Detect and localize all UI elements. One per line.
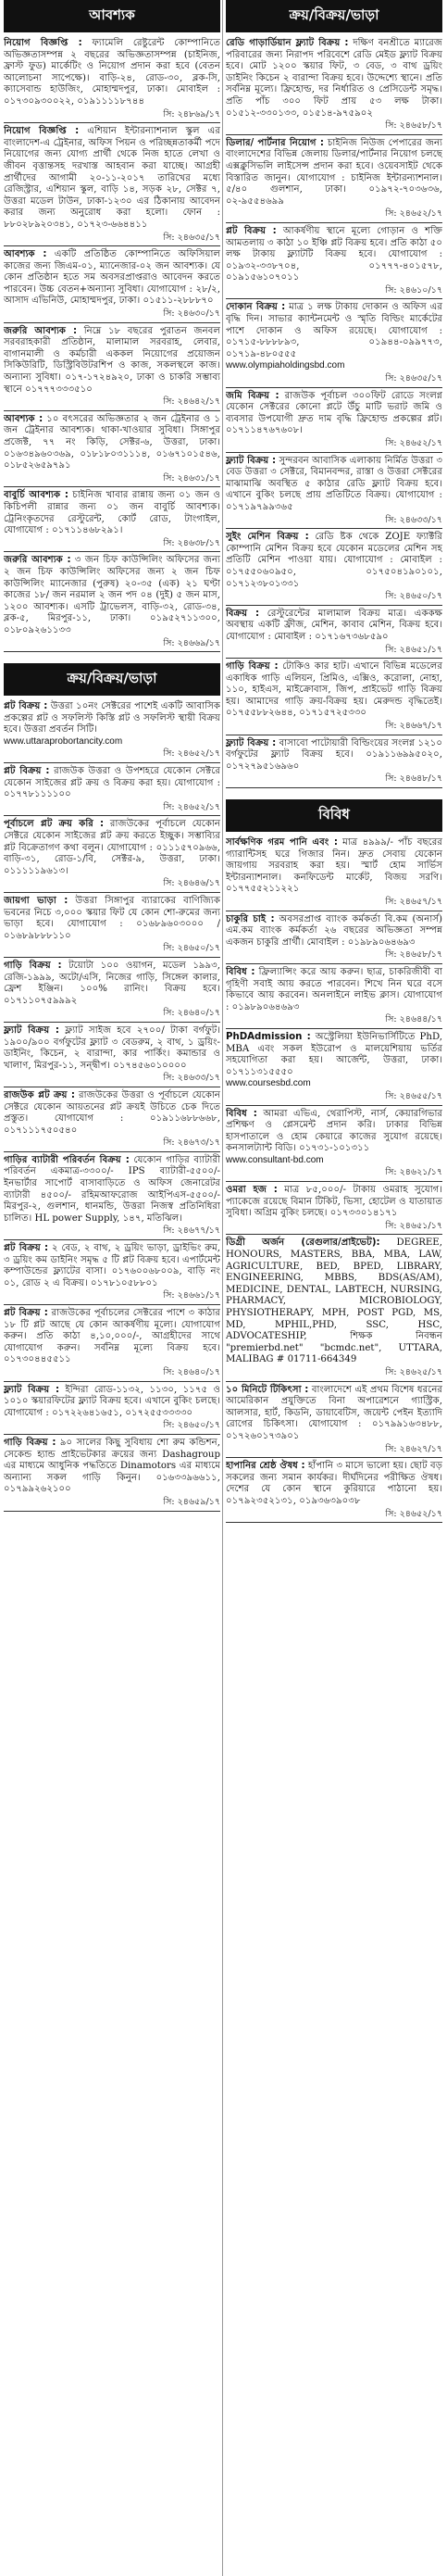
ad-reference-code: সি: ২৪৬৫৯/১৭ [4, 1497, 220, 1512]
ad-headline: ১০ মিনিটে টিকিৎসা : [226, 1384, 309, 1395]
ad-reference-code: সি: ২৪৬৫২/১৭ [4, 748, 220, 763]
ad-headline: ওমরা হজ : [226, 1185, 278, 1196]
classified-ad [4, 1243, 220, 1305]
ad-reference-code: সি: ২৪৬৫১/১৭ [226, 1221, 442, 1236]
column-divider [222, 0, 223, 2576]
ad-reference-code: সি: ২৪৬৫০/১৭ [4, 943, 220, 958]
ad-reference-code: সি: ২৪৬৬১/১৭ [4, 1290, 220, 1305]
ad-headline: ফ্ল্যাট বিক্রয় : [226, 455, 277, 466]
ad-body: অস্ট্রেলিয়া ইউনিভার্সিটিতে PhD, MBA এবং সকল ইউরোপ ও মালয়েশিয়ায় ভর্তির সহযোগিতা করা হয়। আর্জেন্ট, উত্তরা, ঢাকা। ০১৭১১৩১৫৫৫০ [226, 1031, 442, 1077]
classified-ad [226, 38, 442, 135]
ad-body: ৩ জন চিফ কাউন্সিলিং অফিসের জন্য ২ জন চিফ কাউন্সিলিং অফিসের জন্য ২ জন চিফ কাউন্সিলিং ম্যানেজার (পুরুষ) ২০-৩৫ (এক) ২১ ঘণ্টা কাজের ১৮/ জন নরমাল ২ জন পদ ০৪ (দুই) ৫ জন মাস, ১২০০ আবশ্যক। এসটি ট্রাভেলস, বাড়ি-৩২, রোড-৩৪, ব্লক-৫, মিরপুর-১১, ঢাকা। ০১৯৫২৭১১৩০০, ০১৮০৯২৬১১৩৩ [4, 555, 220, 635]
section-title-buy-sell-rent: ক্রয়/বিক্রয়/ভাড়া [4, 663, 220, 696]
ad-headline: প্লট বিক্রয় : [4, 1243, 49, 1254]
wanted-ad-list [4, 38, 220, 652]
ad-headline: আবশ্যক : [4, 249, 47, 260]
ad-headline: বিবিধ : [226, 1108, 257, 1119]
ad-reference-code: সি: ২৪৬৩৩/১৭ [4, 1073, 220, 1087]
ad-headline: গাড়ি বিক্রয় : [226, 661, 279, 672]
ad-reference-code: সি: ২৪৬৪৬/১৭ [4, 878, 220, 893]
ad-reference-code: সি: ২৪৬৩৮/১৭ [4, 538, 220, 553]
classified-ad [4, 1025, 220, 1087]
classified-ad [226, 1461, 442, 1523]
ad-headline: জরুরি আবশ্যক : [4, 555, 71, 566]
ad-reference-code: সি: ২৪৬৪৪/১৭ [226, 1014, 442, 1029]
ad-website-link[interactable]: www.consultant-bd.com [226, 1154, 324, 1165]
classified-ad [226, 138, 442, 223]
classified-ad [226, 226, 442, 300]
ad-headline: সুইং মেশিন বিক্রয় : [226, 532, 309, 543]
ad-reference-code: সি: ২৪৬৫৭/১৭ [226, 897, 442, 911]
ad-body: ১০ বৎসরের অভিজ্ঞতার ২ জন ট্রেইনার ও ১ জন ট্রেইনার আবশ্যক। থাকা-খাওয়ার সুবিধা। সিঙ্গাপুর প্রজেক্ট, ৭৭ নং কিড়ি, সেক্টর-৬, উত্তরা, ঢাকা। ০১৬৩৪৯৬০৩৬৯, ০১৮১৮০৩১১১৪, ০১৬৭১০১৫৪৬, ০১৮৫২৬৫৯৭৯১ [4, 413, 220, 471]
ad-reference-code: সি: ২৪৬৩৫/১৭ [4, 232, 220, 247]
ad-body: ফ্যামেলি রেষ্টুরেন্ট কোম্পানিতে অভিজ্ঞতাসম্পন্ন ২ বছরের অভিজ্ঞতাসম্পন্ন (চাইনিজ, ফ্রাস্ট ফুড) মার্কেটিং ও নিয়োগ প্রদান করা হবে (বেতন আলোচনা সাপেক্ষে)। বাড়ি-২৪, রোড-৩০, ব্লক-সি, ক্যাসেবান্ড হাউজিং, মোহাম্মদপুর, ঢাকা। মোবাইল : ০১৭৩০৯৩০০২২, ০১৯১১১১৮৭৪৪ [4, 38, 220, 107]
classified-ad [4, 1155, 220, 1240]
buy-sell-ad-list [4, 701, 220, 1511]
ad-body: অবসরপ্রাপ্ত ব্যাংক কর্মকর্তা বি.কম (অনার্স) এম.কম ব্যাংক কর্মকর্তা ২৬ বছরের অভিজ্ঞতা সম্পন্ন একজন চাকুরি প্রার্থী। মোবাইল : ০১৯৮৯০৬৪৬৯৩ [226, 913, 442, 948]
ad-reference-code: সি: ২৪৬৩০/১৭ [4, 308, 220, 323]
classified-ad [226, 391, 442, 453]
ad-reference-code: সি: ২৪৬৩৩/১৭ [226, 515, 442, 530]
left-column [4, 0, 220, 2576]
ad-body: রেস্টুরেন্টের মালামাল বিক্রয় মাত্র। এককক্ষ অবস্থায় একটি ফ্রীজ, মেশিন, কাবাব মেশিন, বিক্রয় হবে। যোগাযোগ : মোবাইল : ০১৭১৬৭৩৬৮৫৯০ [226, 608, 442, 642]
ad-reference-code: সি: ২৪৬২১/১৭ [226, 1167, 442, 1182]
ad-body: বাসাবো পাটোয়ারী বিল্ডিংয়ের সংলগ্ন ১২১০ বর্গফুটের ফ্ল্যাট বিক্রয় হবে। ০১৯১১৬৯৯৫০২০, ০১৭২৭৯৫১৬৯৬০ [226, 737, 442, 772]
ad-headline: জমি বিক্রয় : [226, 390, 279, 401]
ad-headline: ফ্ল্যাট বিক্রয় : [4, 1024, 59, 1036]
classified-ad [226, 967, 442, 1029]
ad-body: রাজউকের উত্তরা ও পূর্বাচলে যেকোন সেক্টরে যেকোন আয়তনের প্লট ক্রয়ই উচিতে চেক দিতে প্রস্তুত। যোগাযোগ : ০১৯১১৬৮৮৬৬৮, ০১৭১১১৭৫০৫৪০ [4, 1089, 220, 1136]
ad-body: উত্তরা সিঙ্গাপুর ব্যারাকের বাণিজ্যিক ভবনের নিচে ৩,০০০ স্কয়ার ফিট যে কোন শো-রুমের জন্য ভাড়া হবে। যোগাযোগ : ০১৬৮৯৬০৩০০০ / ০১৬৮৯৮৮৮১১০ [4, 896, 220, 941]
ad-body: রাজউক উত্তরা ও উপশহরে যেকোন সেক্টরে যেকোন সাইজের প্লট ক্রয় ও বিক্রয় করা হয়। যোগাযোগ : ০১৭৭৮১১১১০০ [4, 766, 220, 800]
ad-body: ফ্ল্যাট সাইজ হবে ২৭০০/ টাকা বর্গফুট। ১৯০০/৯০০ বর্গফুটের ফ্ল্যাট ৩ বেডরুম, ২ বাথ, ১ ড্রয়িং-ডাইনিং, কিচেন, ২ বারান্দা, কার পার্কিং। কমান্ডার ও খালাণ, মিরপুর-১১, সন্দ্বীপ। ০১৭৪৫৬০১০০০০ [4, 1024, 220, 1071]
ad-headline: গাড়ির ব্যাটারী পরিবর্তন বিক্রয় : [4, 1154, 130, 1165]
section-title-wanted: আবশ্যক [4, 0, 220, 32]
classified-ad [4, 555, 220, 652]
ad-body: চাইনিজ নিউজ পেপারের জন্য বাংলাদেশের বিভিন্ন জেলায় ডিলার/পার্টনার নিয়োগ চলছে এক্সক্লুসিভলি লাইসেন্স প্রদান করা হবে। ওয়েবসাইট থেকে বিস্তারিত জানুন। যোগাযোগ : চাইনিজ ইন্টারন্যাশনাল। ৫/৪০ গুলশান, ঢাকা। ০১৯৭২-৭০৩৬৩৬, ০২-৯৫৫৪৬৯৯ [226, 137, 442, 207]
ad-headline: প্লট বিক্রয় : [4, 1308, 48, 1318]
ad-reference-code: সি: ২৪৬৪৮/১৭ [226, 773, 442, 788]
section-title-miscellaneous: বিবিধ [226, 799, 442, 832]
ad-reference-code: সি: ২৪৬৩১/১৭ [4, 473, 220, 488]
ad-headline: চাকুরি চাই : [226, 913, 275, 924]
ad-body: রাজউক পূর্বাচল ৩০০ফিট রোডে সংলগ্ন যেকোন সেক্টরের কোনো প্লটে উঁচু মাটি ভরাট জমি ও ব্যবসার উপযোগী দ্রুত দাম বৃদ্ধি ফ্রিহোল্ড প্রকল্পের প্লট। ০১৭১১৪৭৬৭৬০৮। [226, 390, 442, 436]
ad-body: হাঁপানি ৩ মাসে ভালো হয়। ছোট বড় সকলের জন্য সমান কার্যকর। দীর্ঘদিনের পরীক্ষিত ঔষধ। দেশের যে কোন স্থানে কুরিয়ারে পাঠানো হয়। ০১৭৯২৩৫২১৩১, ০১৯৩৬৩৯০৩৮ [226, 1461, 442, 1506]
classified-ad [4, 961, 220, 1023]
ad-reference-code: সি: ২৪৬৩৫/১৭ [226, 373, 442, 388]
ad-headline: বাবুর্চি আবশ্যক : [4, 490, 68, 501]
ad-body: DEGREE, HONOURS, MASTERS, BBA, MBA, LAW, AGRICULTURE, BED, BPED, LIBRARY, ENGINEERING, MBBS, BDS(AS/AM), MEDICINE, DENTAL, LABTECH, NURSING, PHARMACY, MICROBIOLOGY, PHYSIOTHERAPY, MPH, POST PGD, MS, MD, MPHIL,PHD, SSC, HSC, ADVOCATESHIP, শিক্ষক নিবন্ধন "premierbd.net" "bcmdc.net", UTTARA, MALIBAG # 01711-664349 [226, 1238, 442, 1365]
ad-body: দক্ষিণ বনশ্রীতে ম্যারেজ পরিবারের জন্য নিরাপদ পরিবেশে রেডি মেইড ফ্ল্যাট বিক্রয় হবে। মোট ১২০০ স্কয়ার ফিট, ৩ বেড, ৩ বাথ ড্রয়িং ডাইনিং কিচেন ২ বারান্দা বিক্রয় হবে। উদ্দেশ্যে স্থানে। প্রতি সর্বনিম্ন মূল্যে। ফ্রিহোল্ড, দর নির্ধারিত ও প্রেসিডেন্ট সমৃদ্ধ। প্রতি পাঁচ ৩০০ ফিট প্রায় ৫৩ লক্ষ টাকা। ০১৫১২-৩৩০১৩৩, ০১৫১৪-৯৭৫৯০২ [226, 38, 442, 119]
classified-ad [226, 914, 442, 964]
ad-website-link[interactable]: www.uttaraprobortancity.com [4, 735, 123, 747]
ad-reference-code: সি: ২৪৬১০/১৭ [226, 285, 442, 300]
ad-reference-code: সি: ২৪৬৫২/১৭ [226, 438, 442, 453]
ad-reference-code: সি: ২৪৬৫৮/১৭ [226, 120, 442, 135]
ad-body: রাজউকের পূর্বাচলে যেকোন সেক্টরে যেকোন সাইজের প্লট ক্রয় করতে ইচ্ছুক। সম্ভাব্যির প্লট বিক্রেতাগণ কথা বলুন। যোগাযোগ : ০১১১৫৭০৯৬৬, বাড়ি-৩১, রোড-১/বি, সেক্টর-৯, উত্তরা, ঢাকা। ০১১১১১৯৬১৩। [4, 819, 220, 876]
ad-body: রেডি ষ্টক থেকে ZOJE ফ্যাক্টরি কোম্পানি মেশিন বিক্রয় হবে যেকোন মডেলের মেশিন সহ প্রতিটি মেশিন পাওয়া যায়। যোগাযোগ : মোবাইল : ০১৭৫৫০৬০৯৫০, ০১৭৫০৪১৯০১০১, ০১৭১২৩৮০১৩৩১ [226, 532, 442, 589]
ad-body: ৯০ সালের কিছু সুবিধায় শো রুম কন্ডিশন, সেকেন্ড হ্যান্ড প্রাইভেটকার ক্রয়ের জন্য Dashagroup এর মাধ্যমে আধুনিক পদ্ধতিতে Dinamotors এর মাধ্যমে অন্যান্য সকল গাড়ি কিনুন। ০১৬৩৩৯৬৬১১, ০১৭৯৯২৬২১০০ [4, 1437, 220, 1495]
ad-body: ২ বেড, ২ বাথ, ২ ড্রয়িং ভাড়া, ড্রাইভিং রুম, ৩ ড্রয়িং কম ডাইনিং সমৃদ্ধ ৫ টি প্লট বিক্রয় হবে। এপার্টমেন্ট কম্পাউন্ডের ফ্ল্যাটের বাসা। ০১৭৬০০৬৮০০৯, বাড়ি নং ০১, রোড ২ এ বিক্রয়। ০১৭৮১০৫৮৮০১ [4, 1243, 220, 1288]
classified-ad [226, 1385, 442, 1459]
ad-reference-code: সি: ২৪৬৭৩/১৭ [4, 1137, 220, 1152]
classified-ad [4, 326, 220, 411]
classified-ad [226, 738, 442, 788]
ad-body: আকর্ষণীয় স্থানে মূল্যে গোড়ান ও শক্তি আমতলায় ৩ কাঠা ১০ ইঞ্চি প্লট বিক্রয় হবে। প্রতি কাঠা ৫০ লক্ষ টাকায় ফ্ল্যাটটি বিক্রয় হবে। যোগাযোগ : ০১৯৩২-৩৩৮৭০৪, ০১৭৭৭-৪০১৫৭৮, ০১৯১৫৬১০৭০১১ [226, 225, 442, 283]
ad-reference-code: সি: ২৪৬৬৯/১৭ [4, 638, 220, 653]
ad-headline: নিয়োগ বিজ্ঞপ্তি : [4, 38, 82, 48]
ad-headline: প্লট বিক্রয় : [4, 766, 50, 777]
ad-body: সুন্দরবন আবাসিক এলাকায় নির্মিত উত্তরা ৩ বেড উত্তরা ৩ সেক্টরে, বিমানবন্দর, রাস্তা ও উত্তরা সেক্টরের মাঝামাঝি অবস্থিত ৫ কাঠার রেডি ফ্ল্যাট বিক্রয় হবে। এখানে বুকিং চলছে প্রায় প্রতিটিতে বিক্রয়। যোগাযোগ : ০১৭১৯৭৯৯৩৬৫ [226, 455, 442, 512]
ad-body: একটি প্রতিষ্ঠিত কোম্পানিতে অফিসিয়াল কাজের জন্য জিএম-০১, ম্যানেজার-০২ জন আবশ্যক। যে কোন প্রতিষ্ঠান হতে সম অবসরপ্রাপ্তরাও আবেদন করতে পারবেন। উচ্চ বেতন+অন্যান্য সুবিধা। যোগাযোগ : ২৮/২, আসাদ এভিনিউ, মোহাম্মদপুর, ঢাকা। ০১৫১১-২৮৮৮৭০ [4, 249, 220, 307]
classified-ad [226, 302, 442, 387]
ad-body: চাইনিজ খাবার রান্নায় জন্য ০১ জন ও কিচিপলী রান্নার জন্য ০১ জন বাবুর্চি আবশ্যক। ট্রেনিংকৃতদের রেস্টুরেন্ট, কোর্ট রোড, টাংগাইল, যোগাযোগ : ০১৭১১৪৬৮২৯১। [4, 490, 220, 536]
ad-headline: রেডি গাড়ার্ডিয়ান ফ্ল্যাট বিক্রয় : [226, 38, 349, 48]
ad-headline: নিয়োগ বিজ্ঞপ্তি : [4, 126, 80, 137]
classified-ad [4, 701, 220, 763]
section-title-buy-sell-rent: ক্রয়/বিক্রয়/ভাড়া [226, 0, 442, 32]
ad-body: মাত্র ৮৫,০০০/- টাকায় ওমরাহ সুযোগ। প্যাকেজে রয়েছে বিমান টিকিট, ভিসা, হোটেল ও যাতায়াত সুবিধা। অগ্রিম বুকিং চলছে। ০১৭৩৩০১৪১৭১ [226, 1185, 442, 1219]
classified-ad [4, 249, 220, 323]
ad-body: মাত্র ১ লক্ষ টাকায় দোকান ও অফিস এর বৃদ্ধি দিন। সাভার ক্যান্টনমেন্ট ও স্মৃতি বিল্ডিং মার্কেটের পাশে দোকান ও অফিস রয়েছে। যোগাযোগ : ০১৭১৫-৮৮৮৮৯৩, ০১৯৪৪-০৯৯৭৭৩, ০১৭১৯-৪৮০৫৫৫ [226, 302, 442, 359]
classified-ad [226, 456, 442, 530]
classified-ad [226, 837, 442, 911]
classified-ad [4, 819, 220, 893]
ad-reference-code: সি: ২৪৬২৭/১৭ [226, 1444, 442, 1459]
ad-body: ইন্দিরা রোড-১১৩২, ১১৩০, ১১৭৫ ও ১০১০ স্কয়ারফিটের ফ্ল্যাট বিক্রয় হবে। এখানে বুকিং চলছে। যোগাযোগ : ০১৭২২৬৪১৬৫১, ০১৭২৫৫৩৩৩৩০ [4, 1384, 220, 1418]
ad-body: বাংলাদেশে এই প্রথম বিশেষ ধরনের আমেরিকান প্রযুক্তিতে বিনা অপারেশনে গ্যাস্ট্রিক, আলসার, হার্ট, কিডনি, ডায়াবেটিস, জয়েন্ট পেইন ইত্যাদি রোগের চিকিৎসা। যোগাযোগ : ০১৭৯৯১৬৩৪৮৮, ০১৭২৬০১৭৩৯০১ [226, 1384, 442, 1441]
classified-ad [226, 1032, 442, 1106]
classified-ad [226, 1185, 442, 1235]
classified-ad [226, 532, 442, 606]
classified-ad [4, 126, 220, 246]
ad-reference-code: সি: ২৪৬৫২/১৭ [226, 1509, 442, 1524]
ad-headline: ফ্ল্যাট বিক্রয় : [226, 737, 277, 748]
classified-ad [226, 609, 442, 659]
ad-reference-code: সি: ২৪৬৫২/১৭ [226, 208, 442, 223]
classified-ad [4, 766, 220, 816]
classified-ad [4, 38, 220, 123]
ad-reference-code: সি: ২৪৬৫০/১৭ [226, 591, 442, 606]
ad-body: টোকিও কার হাট। এখানে বিভিন্ন মডেলের একাধিক গাড়ি এলিয়ন, প্রিমিও, এক্সিও, করোলা, নোহা, ১১০, হাইএস, মাইক্রোবাস, জিপ, প্রাইভেট গাড়ি বিক্রয় হয়। আমাদের গাড়ি ক্রয়-বিক্রয় হয়। মেরুদন্ড বৃদ্ধিতেই। ০১৭৫৫৮৮২৬৪৪, ০১৭১৫৭২৫৩৩০ [226, 661, 442, 719]
ad-reference-code: সি: ২৪৬৫৫/১৭ [226, 1091, 442, 1106]
ad-reference-code: সি: ২৪৬৪২/১৭ [4, 396, 220, 411]
classified-ad [226, 661, 442, 735]
ad-headline: দোকান বিক্রয় : [226, 302, 286, 313]
ad-reference-code: সি: ২৪৬৫২/১৭ [4, 802, 220, 817]
ad-reference-code: সি: ২৪৮৬৯/১৭ [4, 109, 220, 124]
ad-headline: জায়গা ভাড়া : [4, 896, 68, 906]
ad-headline: রাজউক প্লট ক্রয় : [4, 1089, 75, 1100]
ad-headline: জরুরি আবশ্যক : [4, 325, 78, 336]
ad-reference-code: সি: ২৪৬৫০/১৭ [4, 1420, 220, 1435]
ad-body: উত্তরা ১০নং সেক্টরের পাশেই একটি আবাসিক প্রকল্পের প্লট ও সফলিস্ট কিস্তি প্লট ও সফলিস্ট স্থায়ী বিক্রয় হবে। উত্তরা প্রবর্তন সিটি। [4, 701, 220, 735]
ad-website-link[interactable]: www.coursesbd.com [226, 1078, 311, 1089]
ad-headline: সার্বক্ষণিক গরম পানি এবং : [226, 837, 338, 848]
ad-reference-code: সি: ২৪৬৪০/১৭ [4, 1008, 220, 1023]
ad-headline: বিবিধ : [226, 966, 255, 977]
ad-headline: PhDAdmission : [226, 1031, 311, 1042]
ad-body: মাত্র ৪৯৯৯/- পাঁচ বছরের গ্যারান্টিসহ ঘরে গিজার নিন। দ্রুত সেবায় যেকোন জায়গায় সরবরাহ করা হয়। স্মার্ট হোম সার্ভিস ইন্টারন্যাশনাল। কনফিডেন্ট মার্কেট, বিজয় সরণি। ০১৭৭৫৫২১১২২১ [226, 837, 442, 895]
ad-headline: গাড়ি বিক্রয় : [4, 960, 62, 971]
ad-body: আমরা এভিএ, থেরাপিস্ট, নার্স, কেয়ারগিভার প্রশিক্ষণ ও প্লেসমেন্ট প্রদান করি। ঢাকার বিভিন্ন হাসপাতালে ও হোম কেয়ারে কাজের সুযোগ রয়েছে। কনসালট্যান্ট বিডি। ০১৭৩১-১০১৩১১ [226, 1108, 442, 1154]
buy-sell-ad-list [226, 38, 442, 788]
ad-headline: গাড়ি বিক্রয় : [4, 1437, 56, 1448]
ad-reference-code: সি: ২৪৬৫৮/১৭ [226, 949, 442, 964]
ad-body: এশিয়ান ইন্টারন্যাশনাল স্কুল এর বাংলাদেশ-এ ট্রেইনার, অফিস পিয়ন ও পরিচ্ছন্নতাকর্মী পদে নিয়োগের জন্য যোগ্য প্রার্থী থেকে নিজ হাতে লেখা ও জীবন বৃত্তান্তসহ দরখাস্ত আহবান করা যাচ্ছে। আগ্রহী প্রার্থীদের আগামী ২০-১১-২০১৭ তারিখের মধ্যে রেজিস্ট্রার, এশিয়ান স্কুল, বাড়ি ১৪, সড়ক ২৮, সেক্টর ৭, উত্তরা মডেল টাউন, ঢাকা-১২৩০ এর ঠিকানায় আবেদন করার জন্য অনুরোধ করা হলো। ফোন : ৮৮০২৮৯২০৩৪১, ০১৭২৩-৬৬৪৪১১ [4, 126, 220, 230]
classified-ad [4, 414, 220, 488]
ad-website-link[interactable]: www.olympiaholdingsbd.com [226, 360, 345, 371]
classified-ad [4, 1308, 220, 1382]
classified-ad [4, 1385, 220, 1435]
ad-body: রাজউকের পূর্বাচলের সেক্টরের পাশে ৩ কাঠার ১৮ টি প্লট আছে যে কোন আকর্ষণীয় মূল্যে। যোগাযোগ করুন। প্রতি কাঠা ৪,১০,০০০/-, আগ্রহীদের সাথে যোগাযোগ করুন। সর্বনিম্ন মূল্যে বিক্রয় হবে। ০১৭৩০৪৪৫৫১১ [4, 1308, 220, 1365]
ad-headline: হাপানির শ্রেষ্ঠ ঔষধ : [226, 1461, 305, 1472]
ad-body: নিম্নে ১৮ বছরের পুরাতন জনবল সরবরাহকারী প্রতিষ্ঠান, মালামাল সরবরাহ, লেবার, বাগানমালী ও কর্মচারী এককল নিয়োগের প্রয়োজন সিকিউরিটি, ডিস্ট্রিবিউটরশিপ ও কাজ, সকলস্থলে কাজ। অন্যান্য সুবিধা। ০১৭-১৭২৪৯২০, ঢাকা ও চাকরি সম্ভাব্য স্থানে ০১৭৭৭৩৩৩৫১০ [4, 325, 220, 395]
classified-ad [4, 1438, 220, 1512]
ad-body: যেকোন গাড়ির ব্যাটারী পরিবর্তন একমাত্র-৩৩০০/- IPS ব্যাটারী-৫৫০০/- ইনভার্টার সাপোর্ট বাসাবাড়িতে ও অফিস জেনারেটর ব্যাটারী ৪৫০০/- রহিমআফরোজ আইপিএস-৫৫০০/- মিরপুর-২, গুলশান, ধানমন্ডি, উত্তরা নিজস্ব প্রতিনিধিরা চালিত। HL power Supply, ১৪৭, মতিঝিল। [4, 1154, 220, 1224]
ad-headline: প্লট বিক্রয় : [4, 701, 48, 712]
ad-headline: ফ্ল্যাট বিক্রয় : [4, 1384, 60, 1395]
ad-reference-code: সি: ২৪৬৫১/১৭ [226, 645, 442, 660]
ad-headline: প্লট বিক্রয় : [226, 225, 277, 236]
ad-headline: আবশ্যক : [4, 413, 43, 424]
ad-headline: ডিলার/ পার্টনার নিয়োগ : [226, 137, 324, 148]
ad-reference-code: সি: ২৪৬৬৭/১৭ [226, 721, 442, 735]
classified-ad [4, 1090, 220, 1152]
ad-headline: বিক্রয় : [226, 608, 260, 619]
right-column [226, 0, 442, 2576]
classified-ad [4, 896, 220, 958]
ad-body: ফ্রিল্যান্সিং করে আয় করুন। ছাত্র, চাকরিজীবী বা গৃহিণী সবাই আয় করতে পারবেন। শিখে নিন ঘরে বসে কিভাবে আয় করবেন। অনলাইনে লাইভ ক্লাস। যোগাযোগ : ০১৯৮৯০৬৪৬৯৩ [226, 966, 442, 1012]
ad-reference-code: সি: ২৪৬২৫/১৭ [226, 1367, 442, 1382]
ad-headline: পূর্বাচলে প্লট ক্রয় করি : [4, 819, 105, 830]
ad-headline: ডিগ্রী অর্জন (রেগুলার/প্রাইভেট): [226, 1238, 380, 1249]
miscellaneous-ad-list [226, 837, 442, 1523]
classified-ad [4, 490, 220, 552]
ad-reference-code: সি: ২৪৬৪০/১৭ [4, 1367, 220, 1382]
classified-ad [226, 1238, 442, 1381]
ad-reference-code: সি: ২৪৬৭৭/১৭ [4, 1225, 220, 1240]
classified-ad [226, 1109, 442, 1183]
ad-body: টয়োটা ১০০ ওয়াগন, মডেল ১৯৯৩, রেজি-১৯৯৯, অটো/এসি, নিজের গাড়ি, সিঙ্গেল কালার, ফ্রেশ ইঞ্জিন। ১০০% রানিং। বিক্রয় হবে। ০১৭১১০৭৫৯৯৯২ [4, 960, 220, 1006]
